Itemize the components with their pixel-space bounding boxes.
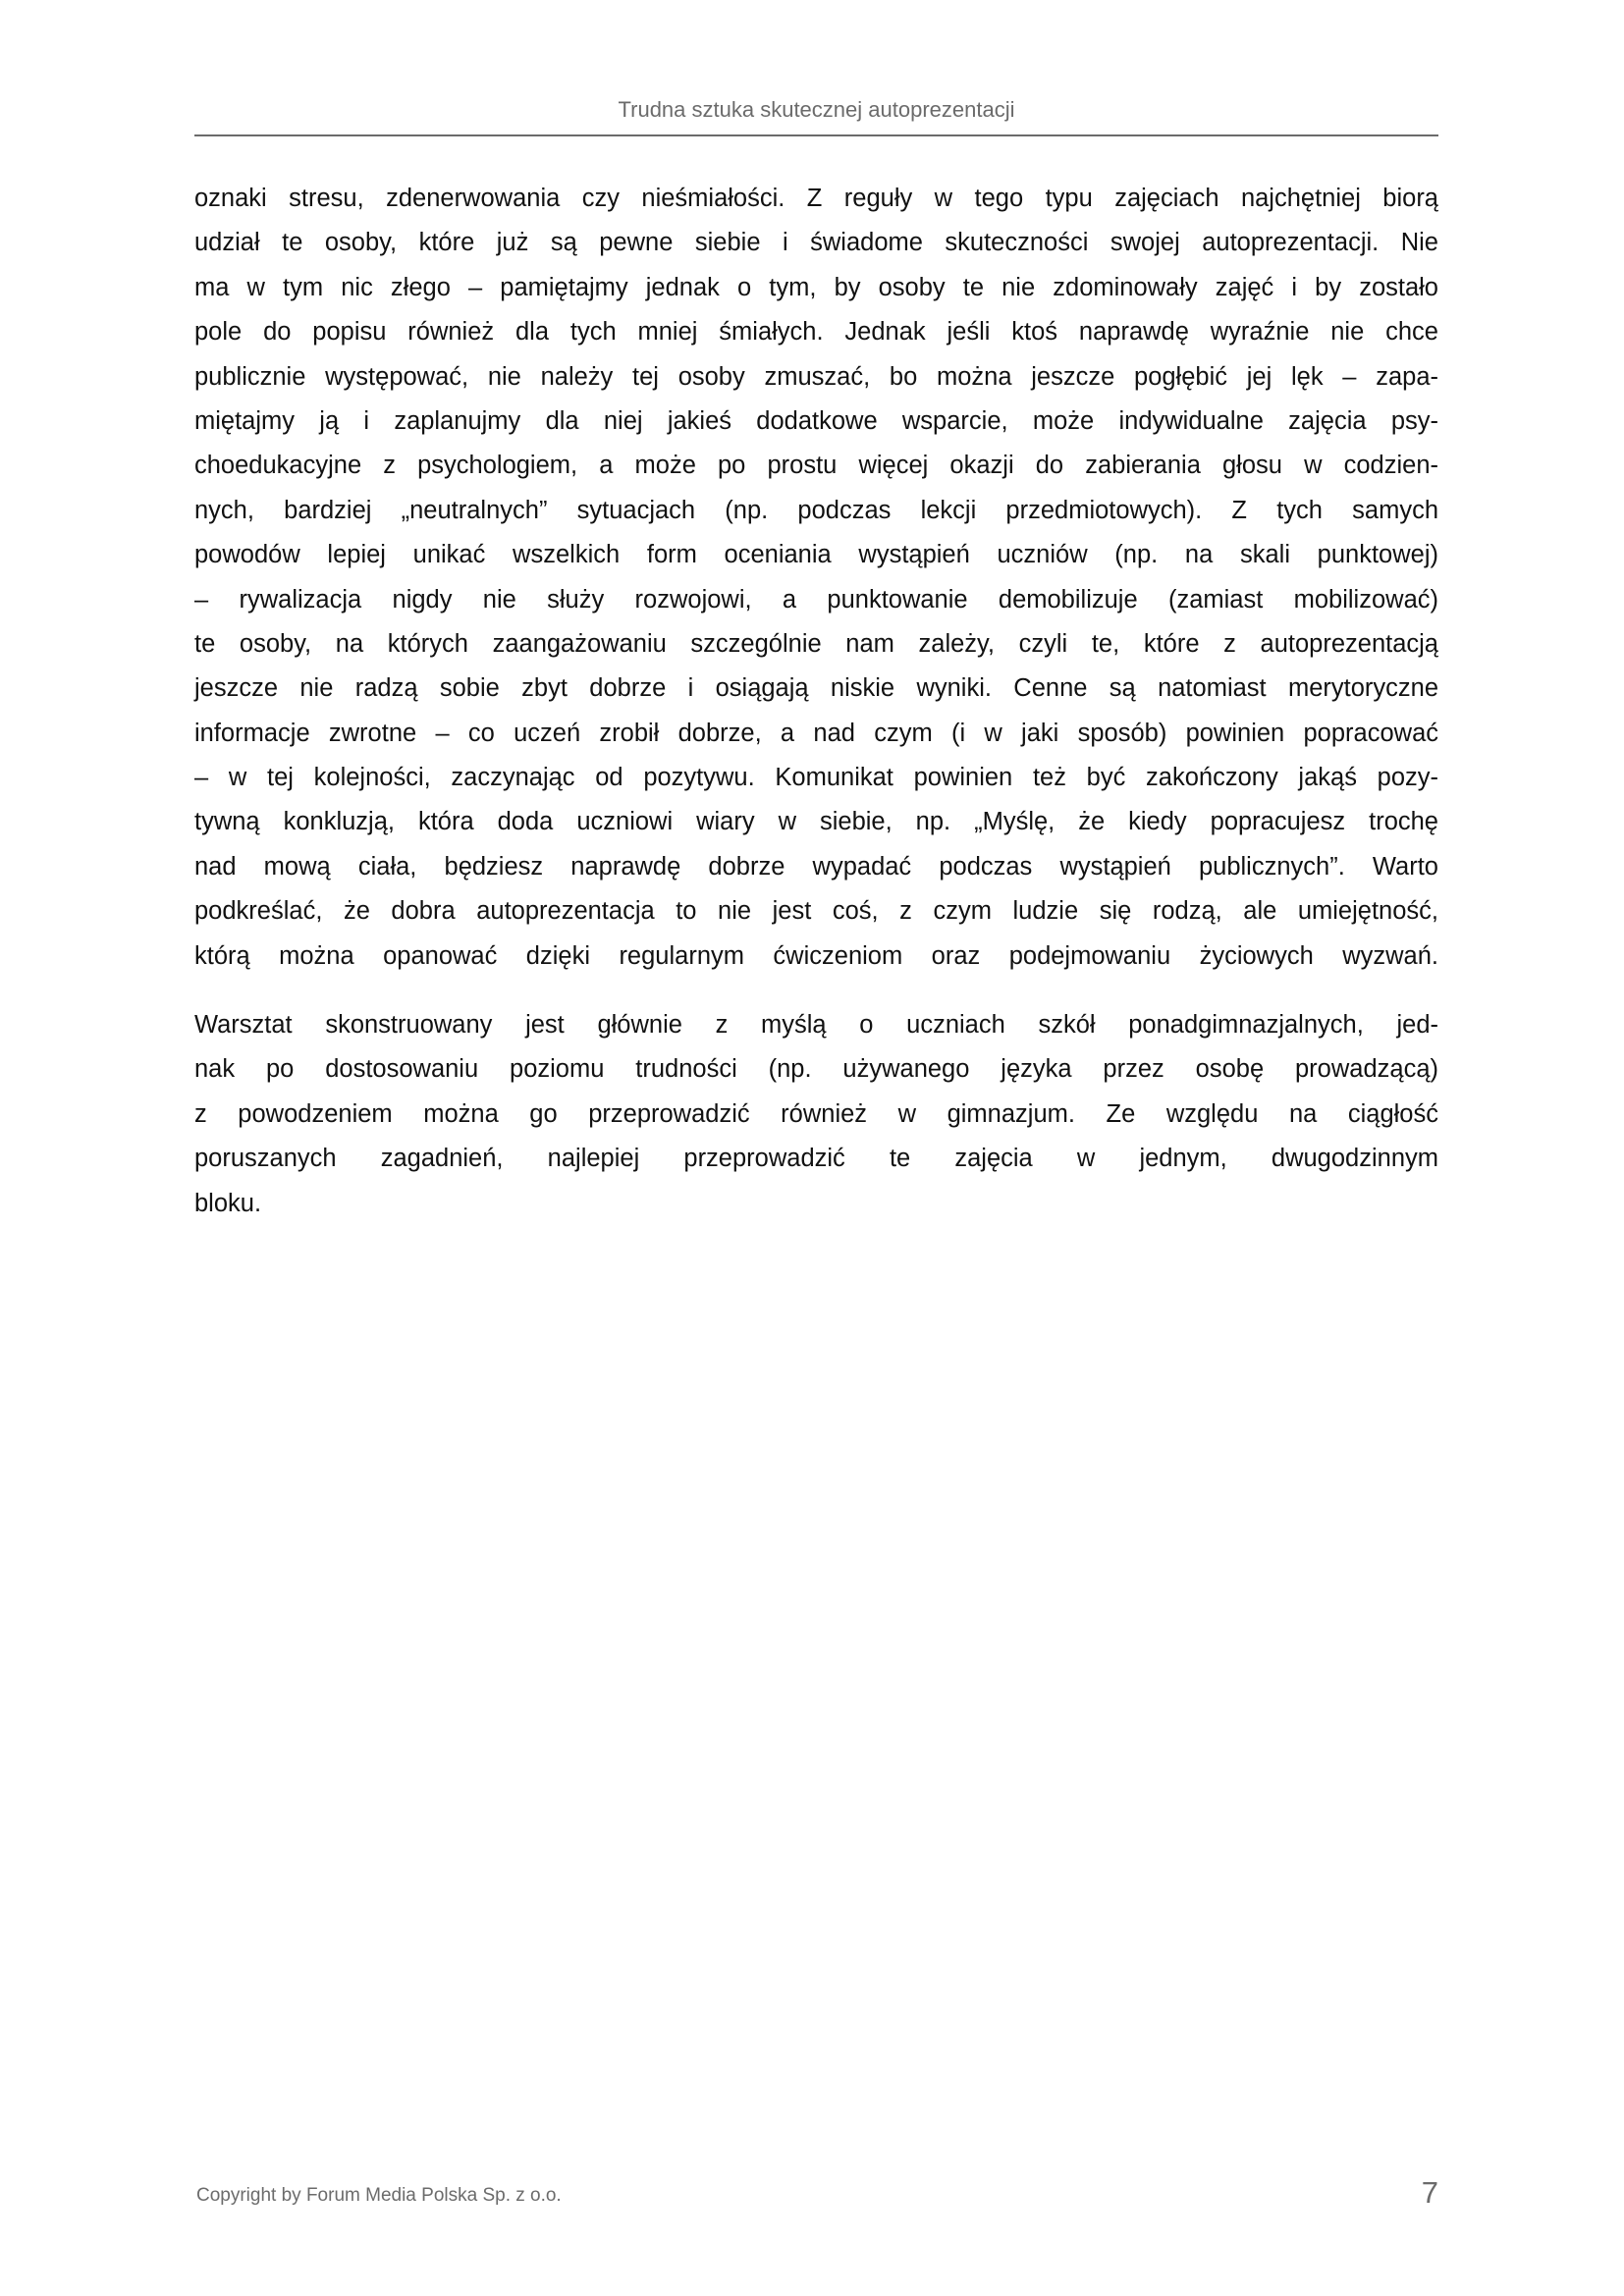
text-line: publicznie występować, nie należy tej osoby zmuszać, bo można jeszcze pogłębić jej lęk – zapa- [194,362,1438,391]
text-line: tywną konkluzją, która doda uczniowi wiary w siebie, np. „Myślę, że kiedy popracujesz trochę [194,808,1438,836]
running-header-title: Trudna sztuka skutecznej autoprezentacji [618,97,1015,122]
text-line: oznaki stresu, zdenerwowania czy nieśmiałości. Z reguły w tego typu zajęciach najchętniej biorą [194,185,1438,212]
text-line: z powodzeniem można go przeprowadzić również w gimnazjum. Ze względu na ciągłość [194,1099,1438,1128]
text-line: – w tej kolejności, zaczynając od pozytywu. Komunikat powinien też być zakończony jakąś pozy- [194,764,1438,792]
text-line: – rywalizacja nigdy nie służy rozwojowi, a punktowanie demobilizuje (zamiast mobilizować) [194,585,1438,614]
text-line: miętajmy ją i zaplanujmy dla niej jakieś dodatkowe wsparcie, może indywidualne zajęcia psy- [194,406,1438,435]
body-text [194,177,1438,1226]
text-line: nak po dostosowaniu poziomu trudności (np. używanego języka przez osobę prowadzącą) [194,1055,1438,1084]
text-line: pole do popisu również dla tych mniej śmiałych. Jednak jeśli ktoś naprawdę wyraźnie nie chce [194,318,1438,347]
text-line: powodów lepiej unikać wszelkich form oceniania wystąpień uczniów (np. na skali punktowej) [194,541,1438,569]
footer-copyright: Copyright by Forum Media Polska Sp. z o.o. [196,2185,562,2206]
paragraph-1 [194,177,1438,979]
header-rule [194,134,1438,136]
text-line: informacje zwrotne – co uczeń zrobił dobrze, a nad czym (i w jaki sposób) powinien popracować [194,719,1438,747]
text-line: udział te osoby, które już są pewne siebie i świadome skuteczności swojej autoprezentacji. Nie [194,229,1438,257]
text-line: jeszcze nie radzą sobie zbyt dobrze i osiągają niskie wyniki. Cenne są natomiast merytoryczne [194,674,1438,703]
text-line: ma w tym nic złego – pamiętajmy jednak o tym, by osoby te nie zdominowały zajęć i by zostało [194,273,1438,301]
text-line: poruszanych zagadnień, najlepiej przeprowadzić te zajęcia w jednym, dwugodzinnym [194,1145,1438,1173]
page-number: 7 [1421,2175,1438,2210]
text-line: Warsztat skonstruowany jest głównie z myślą o uczniach szkół ponadgimnazjalnych, jed- [194,1011,1438,1040]
text-line: bloku. [194,1189,262,1217]
paragraph-2 [194,1003,1438,1226]
text-line: choedukacyjne z psychologiem, a może po prostu więcej okazji do zabierania głosu w codzien- [194,452,1438,480]
text-line: podkreślać, że dobra autoprezentacja to nie jest coś, z czym ludzie się rodzą, ale umiejętność, [194,897,1438,926]
text-line: nych, bardziej „neutralnych” sytuacjach (np. podczas lekcji przedmiotowych). Z tych samych [194,496,1438,524]
text-line: nad mową ciała, będziesz naprawdę dobrze wypadać podczas wystąpień publicznych”. Warto [194,852,1438,881]
text-line: którą można opanować dzięki regularnym ćwiczeniom oraz podejmowaniu życiowych wyzwań. [194,941,1438,970]
text-line: te osoby, na których zaangażowaniu szczególnie nam zależy, czyli te, które z autoprezentacją [194,629,1438,658]
